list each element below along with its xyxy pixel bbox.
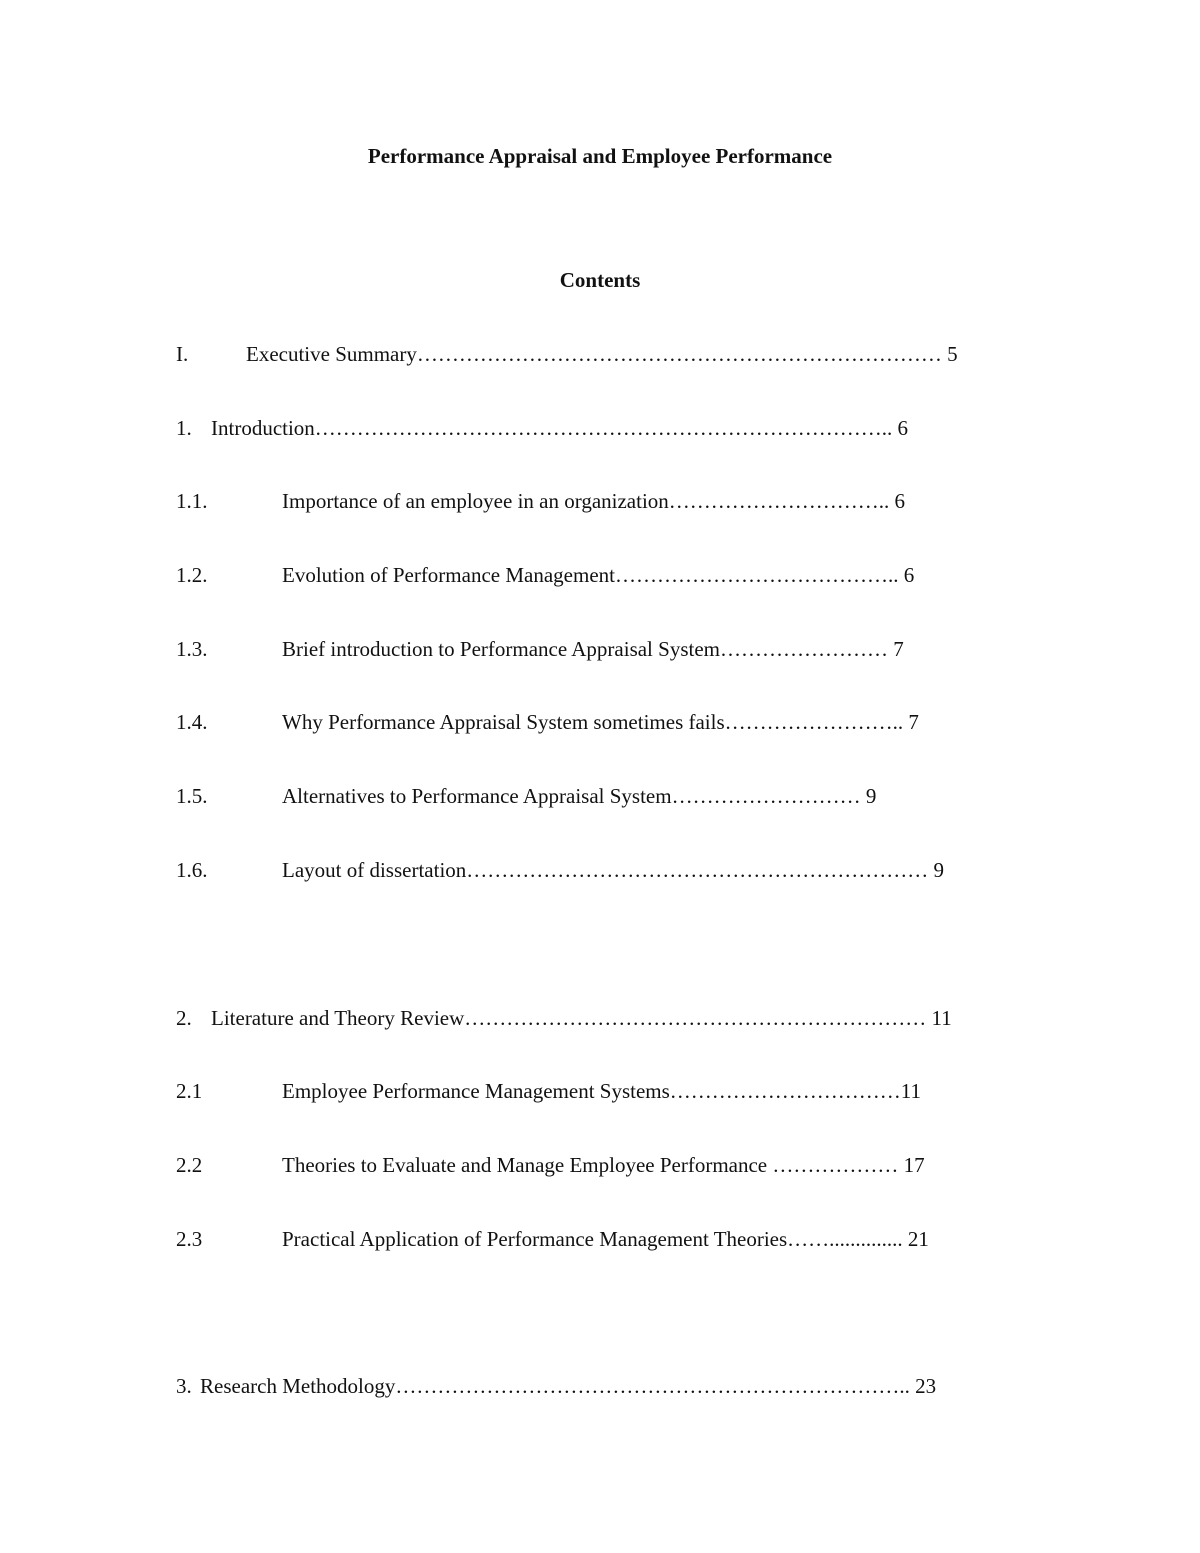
toc-entry-number: 1.5. (176, 784, 208, 808)
toc-entry-title: Brief introduction to Performance Appraisal System…………………… 7 (282, 637, 904, 661)
toc-entry-number: 2.1 (176, 1079, 203, 1103)
toc-entry-number: 2.3 (176, 1227, 203, 1251)
toc-entry-number: 1.1. (176, 489, 208, 513)
toc-entry-title: Research Methodology……………………………………………………………….. 23 (200, 1374, 937, 1398)
toc-entry-number: I. (176, 342, 189, 366)
toc-entry-number: 1.3. (176, 637, 208, 661)
toc-entry-title: Introduction……………………………………………………………………….. 6 (211, 416, 909, 440)
document-title: Performance Appraisal and Employee Performance (367, 144, 833, 168)
toc-entry-title: Alternatives to Performance Appraisal System……………………… 9 (282, 784, 877, 808)
toc-entry-title: Why Performance Appraisal System sometimes fails…………………….. 7 (282, 710, 919, 734)
toc-entry-title: Executive Summary………………………………………………………………… 5 (246, 342, 958, 366)
toc-entry-number: 1.4. (176, 710, 208, 734)
toc-entry-number: 2.2 (176, 1153, 203, 1177)
toc-entry-number: 1.2. (176, 563, 208, 587)
toc-entry-number: 3. (176, 1374, 192, 1398)
contents-heading: Contents (559, 268, 641, 292)
toc-entry-title: Importance of an employee in an organization………………………….. 6 (282, 489, 906, 513)
toc-entry-title: Layout of dissertation………………………………………………………… 9 (282, 858, 945, 882)
toc-entry-number: 2. (176, 1006, 192, 1030)
toc-entry-title: Theories to Evaluate and Manage Employee Performance ……………… 17 (282, 1153, 925, 1177)
toc-entry-title: Evolution of Performance Management………………………………….. 6 (282, 563, 915, 587)
toc-entry-number: 1. (176, 416, 192, 440)
toc-entry-title: Literature and Theory Review………………………………………………………… 11 (211, 1006, 952, 1030)
toc-entry-title: Practical Application of Performance Management Theories…….............. 21 (282, 1227, 929, 1251)
toc-entry-number: 1.6. (176, 858, 208, 882)
toc-entry-title: Employee Performance Management Systems……………………………11 (282, 1079, 922, 1103)
